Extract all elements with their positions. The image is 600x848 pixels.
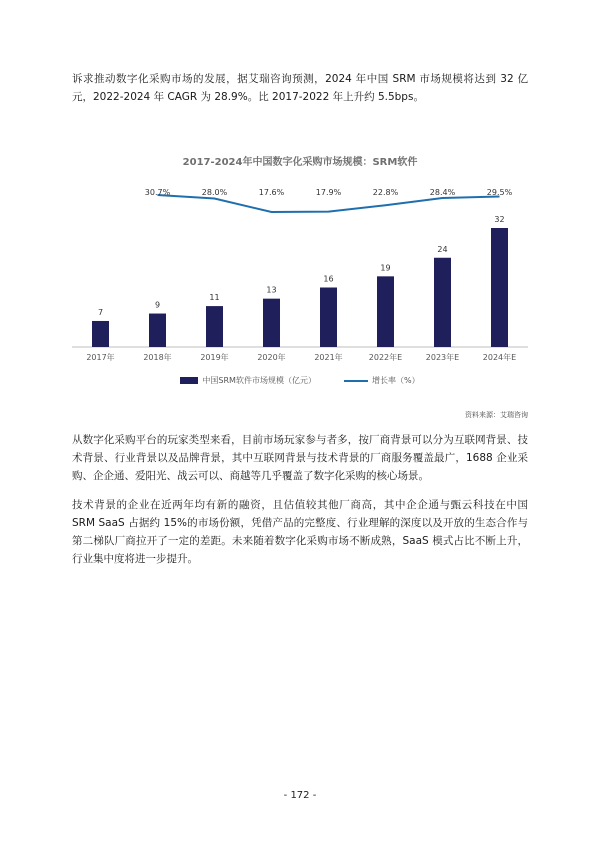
growth-rate-label: 22.8% xyxy=(372,188,399,197)
growth-rate-label: 30.7% xyxy=(144,188,171,197)
legend-swatch-line xyxy=(344,380,368,382)
x-tick-label: 2017年 xyxy=(86,353,115,362)
chart-title: 2017-2024年中国数字化采购市场规模：SRM软件 xyxy=(182,157,418,168)
bar-value-label: 11 xyxy=(209,293,220,303)
x-tick-label: 2018年 xyxy=(143,353,172,362)
x-tick-label: 2019年 xyxy=(200,353,229,362)
x-tick-label: 2020年 xyxy=(257,353,286,362)
growth-rate-label: 28.0% xyxy=(201,188,228,197)
legend-label-line: 增长率（%） xyxy=(371,376,420,385)
legend-item-line xyxy=(344,375,420,386)
bar xyxy=(263,299,280,347)
x-tick-label: 2023年E xyxy=(425,353,460,362)
paragraph-tech-background: 技术背景的企业在近两年均有新的融资，且估值较其他厂商高，其中企企通与甄云科技在中国 SRM SaaS 占据约 15%的市场份额，凭借产品的完整度、行业理解的深度以及开放的生态合作与第二梯队厂商拉开了一定的差距。未来随着数字化采购市场不断成熟，SaaS 模式占比不断上升，行业集中度将进一步提升。 xyxy=(72,499,528,565)
srm-market-chart xyxy=(72,170,528,370)
legend-item-bar xyxy=(180,375,316,386)
bar xyxy=(320,288,337,348)
bar xyxy=(491,228,508,347)
page-number: - 172 - xyxy=(283,790,317,801)
bar-value-label: 13 xyxy=(266,285,277,295)
bar xyxy=(377,276,394,347)
legend-label-bar: 中国SRM软件市场规模（亿元） xyxy=(202,376,316,385)
legend-swatch-bar xyxy=(180,377,198,384)
bar-value-label: 7 xyxy=(97,307,104,317)
paragraph-intro: 诉求推动数字化采购市场的发展，据艾瑞咨询预测，2024 年中国 SRM 市场规模将达到 32 亿元，2022-2024 年 CAGR 为 28.9%。比 2017-2022 年上升约 5.5bps。 xyxy=(72,73,528,103)
paragraph-player-types: 从数字化采购平台的玩家类型来看，目前市场玩家参与者多，按厂商背景可以分为互联网背景、技术背景、行业背景以及品牌背景，其中互联网背景与技术背景的厂商服务覆盖最广，1688 企业采购、企企通、爱阳光、战云可以、商越等几乎覆盖了数字化采购的核心场景。 xyxy=(72,434,528,482)
x-tick-label: 2024年E xyxy=(482,353,517,362)
bar-value-label: 24 xyxy=(437,244,448,254)
bar-value-label: 19 xyxy=(380,263,391,273)
bar-value-label: 16 xyxy=(323,274,334,284)
chart-legend xyxy=(0,375,600,386)
growth-rate-label: 17.6% xyxy=(258,188,285,197)
x-tick-label: 2022年E xyxy=(368,353,403,362)
bar xyxy=(149,314,166,347)
bar-value-label: 32 xyxy=(494,215,505,224)
growth-rate-label: 17.9% xyxy=(315,188,342,197)
bar-value-label: 9 xyxy=(154,300,161,310)
growth-line xyxy=(158,195,500,212)
x-tick-label: 2021年 xyxy=(314,353,343,362)
bar xyxy=(92,321,109,347)
chart-source: 资料来源：艾瑞咨询 xyxy=(465,411,528,419)
bar xyxy=(206,306,223,347)
bar xyxy=(434,258,451,347)
growth-rate-label: 28.4% xyxy=(429,188,456,197)
growth-rate-label: 29.5% xyxy=(486,188,513,197)
